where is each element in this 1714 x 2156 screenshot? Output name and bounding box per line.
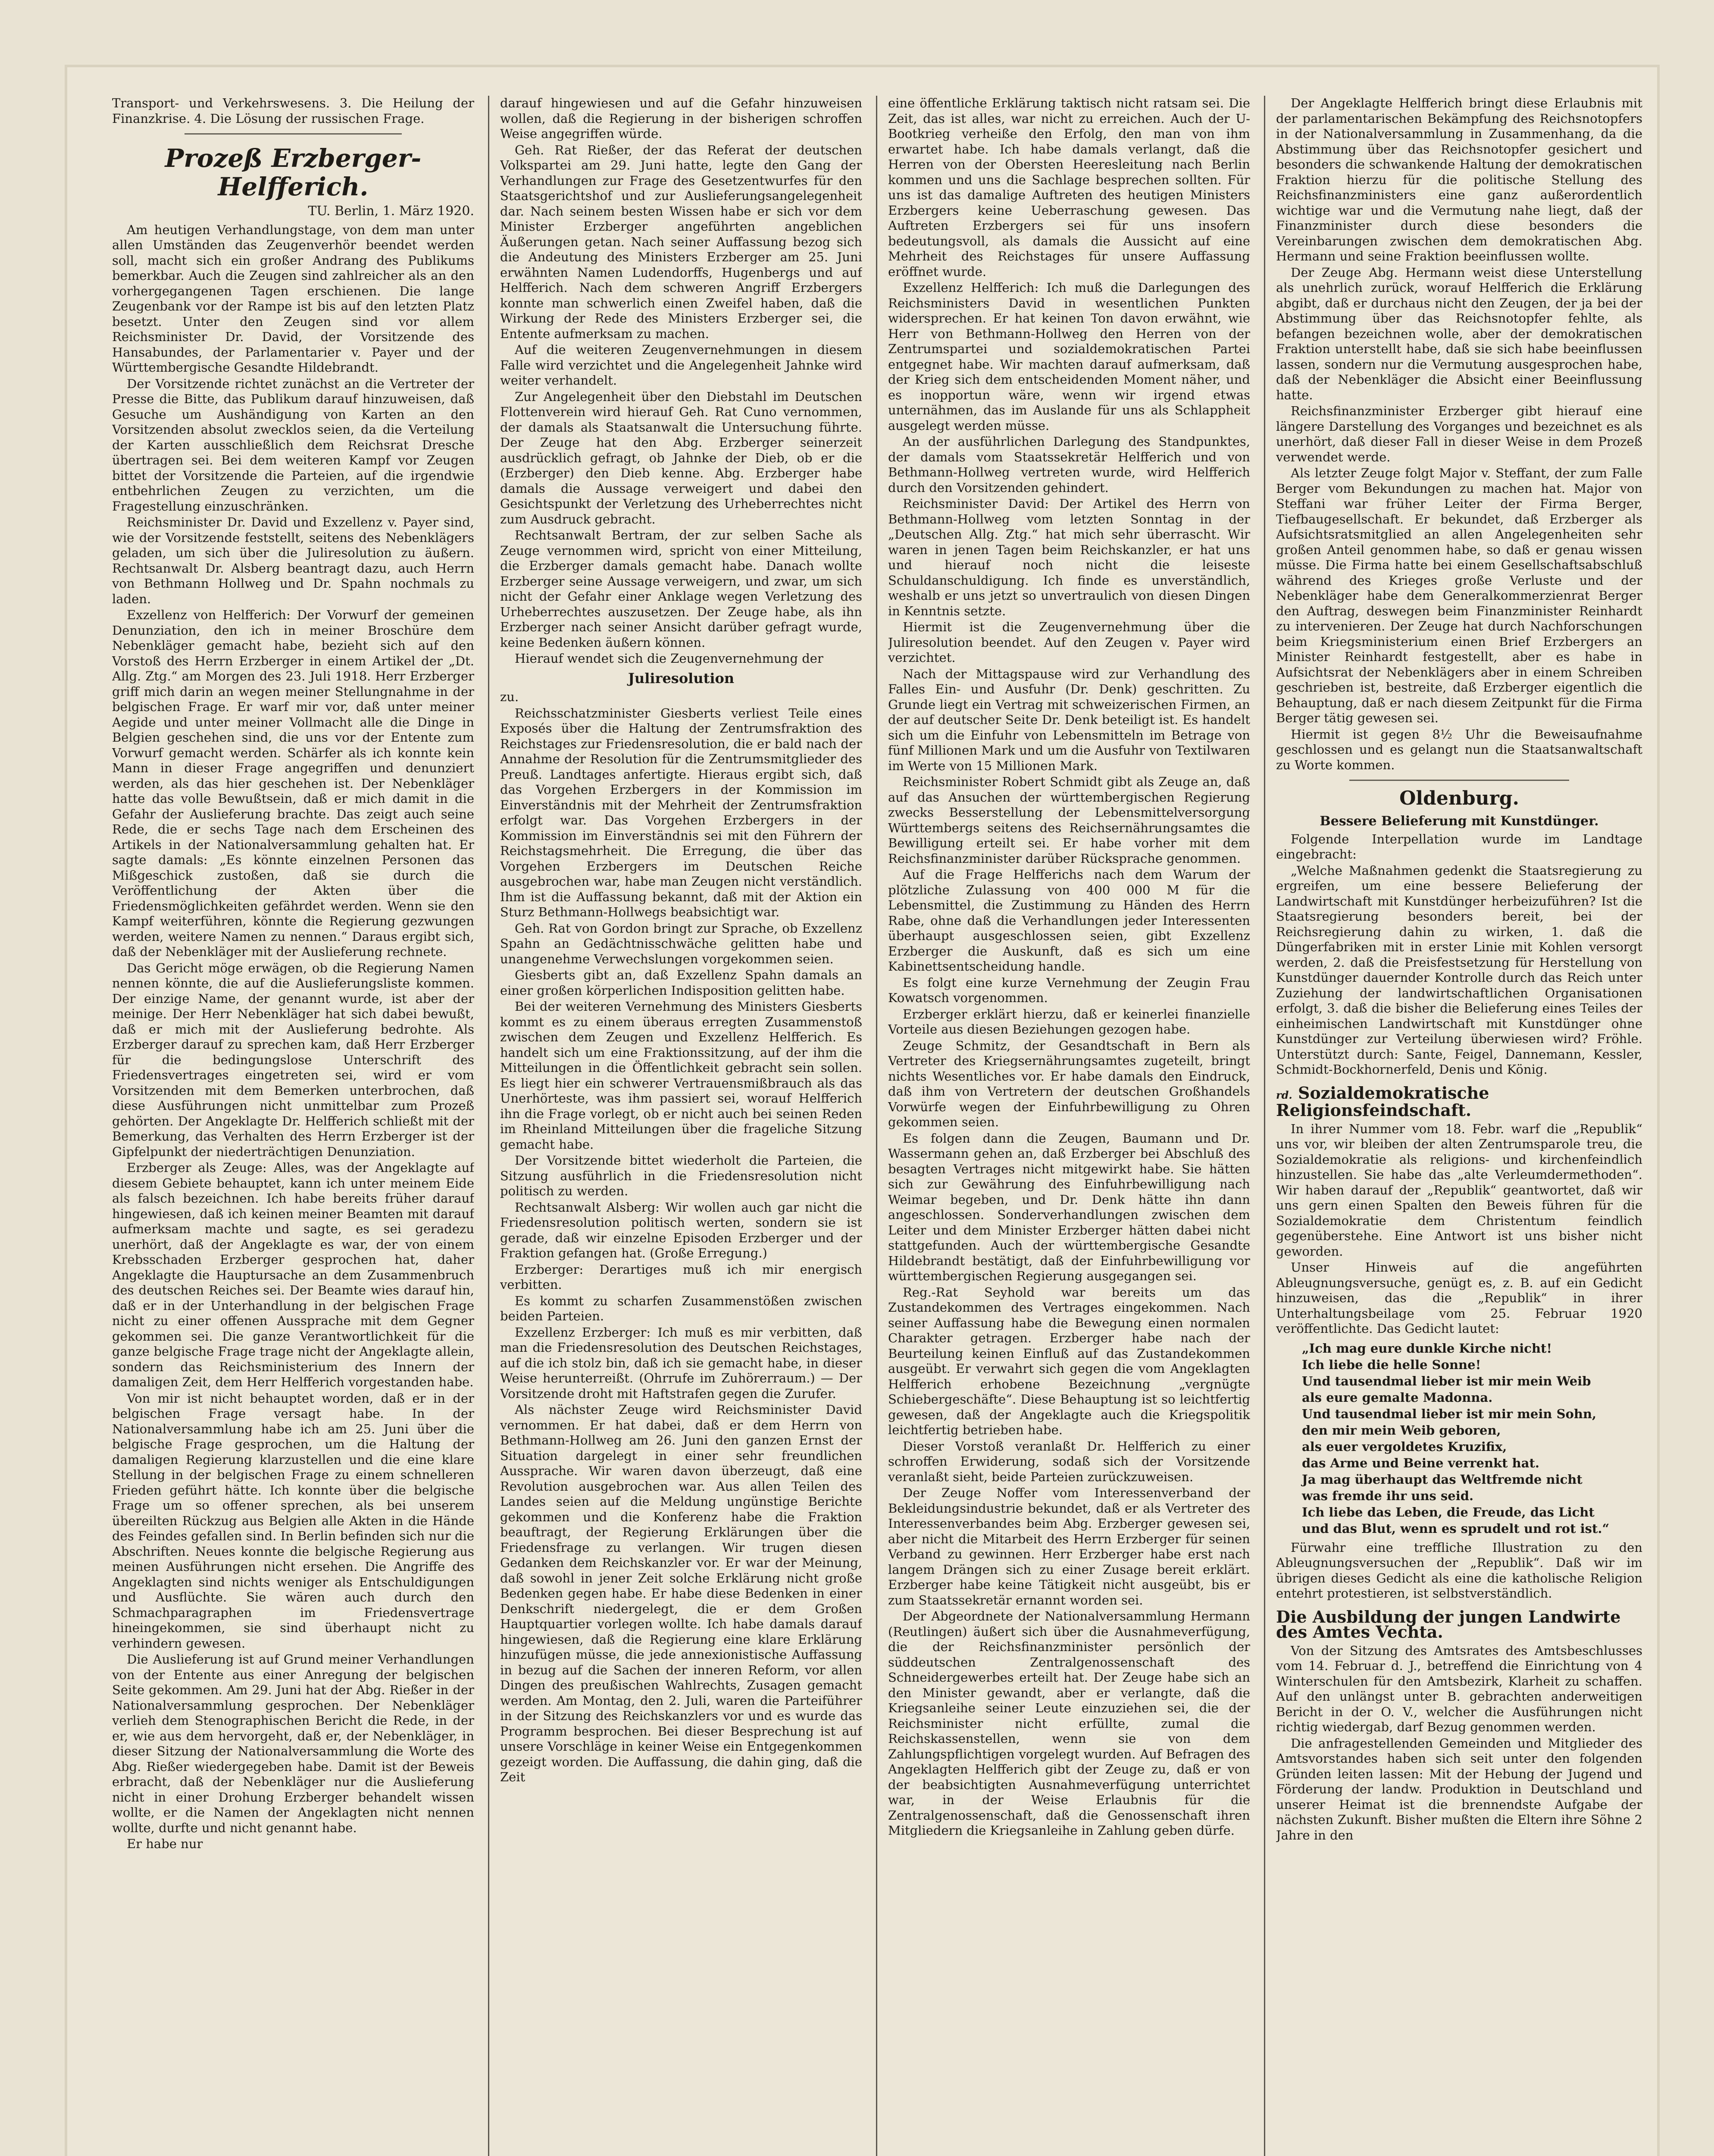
paragraph: Erzberger erklärt hierzu, daß er keinerlei finanzielle Vorteile aus diesen Beziehungen gezogen habe. [888, 1006, 1250, 1037]
column-3 [888, 96, 1250, 2156]
article-headline-text: Sozialdemokratische Religionsfeindschaft. [1276, 1083, 1489, 1120]
separator [1349, 780, 1569, 781]
article-headline [1276, 1085, 1642, 1118]
separator [185, 133, 402, 135]
paragraph: Reichsminister Robert Schmidt gibt als Zeuge an, daß auf das Ansuchen der württembergischen Regierung zwecks Besserstellung der Lebensmittelversorgung Württembergs seitens des Reichsernährungsamtes die Bewilligung erteilt sei. Er habe vorher mit dem Reichsfinanzminister darüber Rücksprache genommen. [888, 774, 1250, 866]
poem-line: „Ich mag eure dunkle Kirche nicht! [1302, 1341, 1552, 1356]
paragraph: Exzellenz Erzberger: Ich muß es mir verbitten, daß man die Friedensresolution des Deutschen Reichstages, auf die ich stolz bin, daß ich sie gemacht habe, in dieser Weise herunterreißt. (Ohrrufe im Zuhörerraum.) — Der Vorsitzende droht mit Haftstrafen gegen die Zurufer. [500, 1325, 862, 1401]
poem-line: das Arme und Beine verrenkt hat. [1302, 1455, 1539, 1470]
paragraph: Es folgen dann die Zeugen, Baumann und Dr. Wassermann gehen an, daß Erzberger bei Abschluß des besagten Vertrages nicht mitgewirkt habe. Sie hätten sich zur Gewährung des Einfuhrbewilligung nach Weimar begeben, und Dr. Denk hätte ihn dann angeschlossen. Sonderverhandlungen zwischen dem Leiter und dem Minister Erzberger hätten dabei nicht stattgefunden. Auch der württembergische Gesandte Hildebrandt bestätigt, daß der Einfuhrbewilligung vor württembergischen Regierung ausgegangen sei. [888, 1131, 1250, 1283]
paragraph: Rechtsanwalt Bertram, der zur selben Sache als Zeuge vernommen wird, spricht von einer Mitteilung, die Erzberger damals gemacht habe. Danach wollte Erzberger seine Aussage verweigern, und zwar, um sich nicht der Gefahr einer Anklage wegen Verletzung des Urheberrechtes auszusetzen. Der Zeuge habe, als ihn Erzberger nach seiner Ansicht darüber gefragt wurde, keine Bedenken äußern können. [500, 528, 862, 650]
poem-line: als euer vergoldetes Kruzifix, [1302, 1439, 1507, 1454]
section-headline-oldenburg: Oldenburg. [1399, 787, 1519, 809]
author-mark: rd. [1276, 1088, 1292, 1101]
section-subhead: Juliresolution [628, 670, 735, 686]
article-headline: Prozeß Erzberger-Helfferich. [165, 144, 422, 201]
paragraph: Als letzter Zeuge folgt Major v. Steffant, der zum Falle Berger vom Bekundungen zu machen hat. Major von Steffani war früher Leiter der Firma Berger, Tiefbaugesellschaft. Er bekundet, daß Erzberger als Aufsichtsratsmitglied an allen Angelegenheiten sehr großen Anteil genommen habe, so daß er genau wissen müsse. Die Firma hatte bei einem Gesellschaftsabschluß während des Krieges große Verluste und der Nebenkläger habe dem Generalkommerzienrat Berger den Auftrag, deswegen beim Finanzminister Reinhardt zu intervenieren. Der Zeuge hat durch Nachforschungen beim Kriegsministerium einen Brief Erzbergers an Minister Reinhardt festgestellt, aber es habe in Aufsichtsrat der Nebenklägers aber in einem Schreiben geschrieben ist, bestreite, daß Erzberger eigentlich die Behauptung, daß er nach diesem Zeitpunkt für die Firma Berger tätig gewesen sei. [1276, 466, 1642, 725]
poem-stanza [1302, 1471, 1642, 1537]
paragraph: Von mir ist nicht behauptet worden, daß er in der belgischen Frage versagt habe. In der Nationalversammlung habe ich am 25. Juni über die belgische Frage gesprochen, um die Haltung der damaligen Regierung klarzustellen und die eine klare Stellung in der belgischen Frage zu einem schnelleren Frieden geführt hätte. Ich konnte über die belgische Frage um so offener sprechen, als bei unserem übereilten Rückzug aus Belgien alle Akten in die Hände des Feindes gefallen sind. In Berlin befinden sich nur die Abschriften. Neues konnte die belgische Regierung aus meinen Ausführungen nicht ersehen. Die Angriffe des Angeklagten sind nichts weniger als Entschuldigungen und Ausflüchte. Sie wären auch durch den Schmachparagraphen im Friedensvertrage hineingekommen, sie sind überhaupt nicht zu verhindern gewesen. [112, 1391, 474, 1651]
paragraph: Bei der weiteren Vernehmung des Ministers Giesberts kommt es zu einem überaus erregten Zusammenstoß zwischen dem Zeugen und Exzellenz Helfferich. Es handelt sich um eine Fraktionssitzung, auf der ihm die Mitteilungen in die Öffentlichkeit gebracht sein sollen. Es liegt hier ein schwerer Vertrauensmißbrauch als das Unerhörteste, was ihm passiert sei, worauf Helfferich ihn die Frage vorlegt, ob er nicht auch bei seinen Reden im Rheinland Mitteilungen über die frageliche Sitzung gemacht habe. [500, 999, 862, 1152]
column-rule [1264, 96, 1265, 2156]
poem-line: als eure gemalte Madonna. [1302, 1390, 1493, 1405]
poem-line: Ich liebe das Leben, die Freude, das Licht [1302, 1504, 1595, 1520]
paragraph: Zur Angelegenheit über den Diebstahl im Deutschen Flottenverein wird hierauf Geh. Rat Cuno vernommen, der damals als Staatsanwalt die Untersuchung führte. Der Zeuge hat den Abg. Erzberger seinerzeit ausdrücklich gefragt, ob Jahnke der Dieb, ob er die (Erzberger) den Dieb kenne. Abg. Erzberger habe damals die Aussage verweigert und dabei den Gesichtspunkt der Verletzung des Urheberrechtes nicht zum Ausdruck gebracht. [500, 389, 862, 526]
paragraph: Zeuge Schmitz, der Gesandtschaft in Bern als Vertreter des Kriegsernährungsamtes zugeteilt, bringt nichts Wesentliches vor. Er habe damals den Eindruck, daß ihm von Vertretern der deutschen Großhandels Vorwürfe wegen der Einfuhrbewilligung zu Ohren gekommen seien. [888, 1038, 1250, 1129]
paragraph: Geh. Rat Rießer, der das Referat der deutschen Volkspartei am 29. Juni hatte, legte den Gang der Verhandlungen zur Frage des Gesetzentwurfes für den Staatsgerichtshof und zur Auslieferungsangelegenheit dar. Nach seinem besten Wissen habe er sich vor dem Minister Erzberger angeführten angeblichen Äußerungen getan. Nach seiner Auffassung bezog sich die Andeutung des Ministers Erzberger am 25. Juni erwähnten Namen Ludendorffs, Hugenbergs und auf Helfferich. Nach dem schweren Angriff Erzbergers konnte man schwerlich einen Zweifel haben, daß die Wirkung der Rede des Ministers Erzberger sei, die Entente aufmerksam zu machen. [500, 142, 862, 341]
poem-stanza [1302, 1406, 1642, 1471]
paragraph: Es kommt zu scharfen Zusammenstößen zwischen beiden Parteien. [500, 1293, 862, 1323]
paragraph: Folgende Interpellation wurde im Landtage eingebracht: [1276, 831, 1642, 862]
poem-line: Ja mag überhaupt das Weltfremde nicht [1302, 1472, 1583, 1487]
paragraph: An der ausführlichen Darlegung des Standpunktes, der damals vom Staatssekretär Helfferich und von Bethmann-Hollweg vertreten wurde, wird Helfferich durch den Vorsitzenden gehindert. [888, 434, 1250, 495]
paragraph: Exzellenz Helfferich: Ich muß die Darlegungen des Reichsministers David in wesentlichen Punkten widersprechen. Er hat keinen Ton davon erwähnt, wie Herr von Bethmann-Hollweg den Herren von der Zentrumspartei und sozialdemokratischen Partei entgegnet habe. Wir machten darauf aufmerksam, daß der Krieg sich dem entscheidenden Moment näher, und es inopportun wäre, wenn wir irgend etwas unternähmen, das im Auslande für uns als Schlappheit ausgelegt werden müsse. [888, 280, 1250, 433]
poem-line: Und tausendmal lieber ist mir mein Sohn, [1302, 1406, 1597, 1421]
paragraph: Der Angeklagte Helfferich bringt diese Erlaubnis mit der parlamentarischen Bekämpfung des Reichsnotopfers in der Nationalversammlung in Zusammenhang, da die Abstimmung über das Reichsnotopfer gesichert und besonders die schwankende Haltung der demokratischen Fraktion hierzu für die politische Stellung des Reichsfinanzministers eine ganz außerordentlich wichtige war und die Vermutung nahe liegt, daß der Finanzminister durch diese besonders die Vereinbarungen zwischen dem demokratischen Abg. Hermann und seine Fraktion beeinflussen wollte. [1276, 96, 1642, 263]
column-rule [488, 96, 489, 2156]
paragraph: Er habe nur [127, 1836, 203, 1851]
paragraph: Hierauf wendet sich die Zeugenvernehmung der [515, 651, 823, 666]
paragraph: Fürwahr eine treffliche Illustration zu den Ableugnungsversuchen der „Republik“. Daß wir im übrigen dieses Gedicht als eine die katholische Religion entehrt protestieren, ist selbstverständlich. [1276, 1540, 1642, 1601]
paragraph: Geh. Rat von Gordon bringt zur Sprache, ob Exzellenz Spahn an Gedächtnisschwäche gelitten habe und unangenehme Verwechslungen vorgekommen seien. [500, 921, 862, 966]
column-2 [500, 96, 862, 2156]
paragraph: zu. [500, 689, 519, 704]
continuation-text: Transport- und Verkehrswesens. 3. Die Heilung der Finanzkrise. 4. Die Lösung der russischen Frage. [112, 96, 474, 126]
article-subhead: Bessere Belieferung mit Kunstdünger. [1320, 814, 1599, 829]
paragraph: In ihrer Nummer vom 18. Febr. warf die „Republik“ uns vor, wir bleiben der alten Zentrumsparole treu, die Sozialdemokratie als religions- und kirchenfeindlich hinzustellen. Sie habe das „alte Verleumdermethoden“. Wir haben darauf der „Republik“ geantwortet, daß wir uns gern einen Spalten den Beweis führen für die Sozialdemokratie dem Christentum feindlich gegenüberstehe. Eine Antwort ist uns bisher nicht geworden. [1276, 1121, 1642, 1259]
paragraph: Nach der Mittagspause wird zur Verhandlung des Falles Ein- und Ausfuhr (Dr. Denk) geschritten. Zu Grunde liegt ein Vertrag mit schweizerischen Firmen, an der auf deutscher Seite Dr. Denk beteiligt ist. Es handelt sich um die Einfuhr von Lebensmitteln im Betrage von fünf Millionen Mark und um die Ausfuhr von Textilwaren im Werte von 15 Millionen Mark. [888, 666, 1250, 773]
column-1 [112, 96, 474, 2156]
paragraph: Reichsfinanzminister Erzberger gibt hierauf eine längere Darstellung des Vorganges und bezeichnet es als unerhört, daß dieser Fall in dieser Weise in dem Prozeß verwendet werde. [1276, 404, 1642, 464]
article-headline: Die Ausbildung der jungen Landwirte des Amtes Vechta. [1276, 1607, 1621, 1642]
paragraph: Reichsminister Dr. David und Exzellenz v. Payer sind, wie der Vorsitzende feststellt, seitens des Nebenklägers geladen, um sich über die Juliresolution zu äußern. Rechtsanwalt Dr. Alsberg beantragt dazu, auch Herrn von Bethmann Hollweg und Dr. Spahn nochmals zu laden. [112, 515, 474, 606]
paragraph: Dieser Vorstoß veranlaßt Dr. Helfferich zu einer schroffen Erwiderung, sodaß sich der Vorsitzende veranlaßt sieht, beide Parteien zurückzuweisen. [888, 1438, 1250, 1484]
paragraph: Hiermit ist gegen 8½ Uhr die Beweisaufnahme geschlossen und es gelangt nun die Staatsanwaltschaft zu Worte kommen. [1276, 727, 1642, 772]
newspaper-page [65, 65, 1660, 2156]
paragraph: Reichsminister David: Der Artikel des Herrn von Bethmann-Hollweg vom letzten Sonntag in der „Deutschen Allg. Ztg.“ hat mich sehr überrascht. Wir waren in jenen Tagen beim Reichskanzler, er hat uns und hierauf noch nicht die leiseste Schuldanschuldigung. Ich finde es unverständlich, weshalb er uns jetzt so unvertraulich von diesen Dingen in Kenntnis setzte. [888, 496, 1250, 618]
paragraph: „Welche Maßnahmen gedenkt die Staatsregierung zu ergreifen, um eine bessere Belieferung der Landwirtschaft mit Kunstdünger herbeizuführen? Ist die Staatsregierung besonders bereit, bei der Reichsregierung dahin zu wirken, 1. daß die Düngerfabriken mit in erster Linie mit Kohlen versorgt werden, 2. daß die Preisfestsetzung für Herstellung von Kunstdünger dauernder Kontrolle durch das Reich unter Zuziehung der landwirtschaftlichen Organisationen erfolgt, 3. daß die bisher die Belieferung eines Teiles der einheimischen Landwirtschaft mit Kunstdünger ohne Kunstdünger zur Verteilung überwiesen wird? Fröhle. Unterstützt durch: Sante, Feigel, Dannemann, Kessler, Schmidt-Bockhornerfeld, Denis und König. [1276, 863, 1642, 1077]
paragraph: Unser Hinweis auf die angeführten Ableugnungsversuche, genügt es, z. B. auf ein Gedicht hinzuweisen, das die „Republik“ in ihrer Unterhaltungsbeilage vom 25. Februar 1920 veröffentlichte. Das Gedicht lautet: [1276, 1260, 1642, 1336]
paragraph: Das Gericht möge erwägen, ob die Regierung Namen nennen könnte, die auf die Auslieferungsliste kommen. Der einzige Name, der genannt wurde, ist aber der meinige. Der Herr Nebenkläger hat sich dabei bewußt, daß er mich mit der Auslieferung bedrohte. Als Erzberger darauf zu sprechen kam, daß Herr Erzberger für die bedingungslose Unterschrift des Friedensvertrages eingetreten sei, wird er vom Vorsitzenden mit dem Bemerken unterbrochen, daß diese Ausführungen nicht unmittelbar zum Prozeß gehörten. Der Angeklagte Dr. Helfferich schließt mit der Bemerkung, das Verhalten des Herrn Erzberger ist der Gipfelpunkt der niederträchtigen Denunziation. [112, 960, 474, 1159]
paragraph: Exzellenz von Helfferich: Der Vorwurf der gemeinen Denunziation, den ich in meiner Broschüre dem Nebenkläger gemacht habe, bezieht sich auf den Vorstoß des Herrn Erzberger in einem Artikel der „Dt. Allg. Ztg.“ am Morgen des 23. Juli 1918. Herr Erzberger griff mich darin an wegen meiner Stellungnahme in der belgischen Frage. Er warf mir vor, daß unter meiner Aegide und unter meiner Vollmacht alle die Dinge in Belgien geschehen sind, die uns vor der Entente zum Vorwurf gemacht werden. Schärfer als ich konnte kein Mann in dieser Frage angegriffen und denunziert werden, als das hier geschehen ist. Der Nebenkläger hatte das volle Bewußtsein, daß er mich damit in die Gefahr der Auslieferung brachte. Das zeigt auch seine Rede, die er sechs Tage nach dem Erscheinen des Artikels in der Nationalversammlung gehalten hat. Er sagte damals: „Es könnte einzelnen Personen das Mißgeschick zustoßen, daß sie durch die Veröffentlichung der Akten über die Friedensmöglichkeiten gefährdet werden. Wenn sie den Kampf weiterführen, könnte die Regierung gezwungen werden, weitere Namen zu nennen.“ Daraus ergibt sich, daß der Nebenkläger mit der Auslieferung rechnete. [112, 608, 474, 959]
paragraph: Auf die Frage Helfferichs nach dem Warum der plötzliche Zulassung von 400 000 M für die Lebensmittel, die Zustimmung zu Händen des Herrn Rabe, ohne daß die Verhandlungen jeder Interessenten überhaupt ausgeschlossen seien, gibt Exzellenz Erzberger die Auskunft, daß es sich um eine Kabinettsentscheidung handle. [888, 867, 1250, 974]
paragraph: eine öffentliche Erklärung taktisch nicht ratsam sei. Die Zeit, das ist alles, war nicht zu erreichen. Auch der U-Bootkrieg verheiße den Erfolg, den man von ihm erwartet habe. Ich habe damals verlangt, daß die Herren von der Obersten Heeresleitung nach Berlin kommen und uns die Sachlage besprechen sollten. Für uns ist das damalige Auftreten des heutigen Ministers Erzbergers keine Ueberraschung gewesen. Das Auftreten Erzbergers sei für uns insofern bedeutungsvoll, als damals die Aussicht auf eine Mehrheit des Reichstages für unsere Auffassung eröffnet wurde. [888, 96, 1250, 279]
paragraph: Hiermit ist die Zeugenvernehmung über die Juliresolution beendet. Auf den Zeugen v. Payer wird verzichtet. [888, 620, 1250, 665]
column-4 [1276, 96, 1642, 2156]
paragraph: Von der Sitzung des Amtsrates des Amtsbeschlusses vom 14. Februar d. J., betreffend die Einrichtung von 4 Winterschulen für den Amtsbezirk, Klarheit zu schaffen. Auf den unlängst unter B. gebrachten anderweitigen Bericht in der O. V., welcher die Ausführungen nicht richtig wiedergab, darf Bezug genommen werden. [1276, 1643, 1642, 1734]
poem-line: Und tausendmal lieber ist mir mein Weib [1302, 1373, 1591, 1388]
paragraph: Erzberger: Derartiges muß ich mir energisch verbitten. [500, 1262, 862, 1292]
paragraph: Giesberts gibt an, daß Exzellenz Spahn damals an einer großen körperlichen Indisposition gelitten habe. [500, 968, 862, 998]
poem-line: was fremde ihr uns seid. [1302, 1488, 1474, 1503]
poem-line: Ich liebe die helle Sonne! [1302, 1357, 1481, 1372]
paragraph: Rechtsanwalt Alsberg: Wir wollen auch gar nicht die Friedensresolution politisch werten, sondern sie ist gerade, daß wir einzelne Episoden Erzberger und der Fraktion gefangen hat. (Große Erregung.) [500, 1200, 862, 1260]
paragraph: Als nächster Zeuge wird Reichsminister David vernommen. Er hat dabei, daß er dem Herrn von Bethmann-Hollweg am 26. Juni den ganzen Ernst der Situation dargelegt in einer sehr freundlichen Aussprache. Wir waren davon überzeugt, daß eine Revolution ausgebrochen war. Aus allen Teilen des Landes seien auf die Meldung ungünstige Berichte gekommen und die Konferenz habe die Fraktion beauftragt, der Regierung Erklärungen über die Friedensfrage zu verlangen. Wir trugen diesen Gedanken dem Reichskanzler vor. Er war der Meinung, daß sowohl in jener Zeit solche Erklärung nicht große Bedenken gegen habe. Er habe diese Bedenken in einer Denkschrift niedergelegt, die er dem Großen Hauptquartier vorlegen wollte. Ich habe damals darauf hingewiesen, daß die Regierung eine klare Erklärung hinzufügen müsse, die jede annexionistische Auffassung in bezug auf die Sachen der inneren Reform, vor allen Dingen des preußischen Wahlrechts, Zusagen gemacht werden. Am Montag, den 2. Juli, waren die Parteiführer in der Sitzung des Reichskanzlers vor und es wurde das Programm besprochen. Bei dieser Besprechung ist auf unsere Vorschläge in keiner Weise ein Entgegenkommen gezeigt worden. Die Auffassung, die dahin ging, daß die Zeit [500, 1402, 862, 1784]
poem-stanza [1302, 1340, 1642, 1406]
poem [1302, 1340, 1642, 1537]
poem-line: und das Blut, wenn es sprudelt und rot ist.“ [1302, 1521, 1610, 1536]
paragraph: Reg.-Rat Seyhold war bereits um das Zustandekommen des Vertrages eingekommen. Nach seiner Auffassung habe die Bewegung einen normalen Charakter getragen. Erzberger habe nach der Beurteilung keinen Einfluß auf das Zustandekommen ausgeübt. Er verwahrt sich gegen die vom Angeklagten Helfferich erhobene Bezeichnung „vergnügte Schiebergeschäfte“. Diese Behauptung ist so leichtfertig gewesen, daß der Angeklagte auch die Kriegspolitik leichtfertig betrieben habe. [888, 1285, 1250, 1437]
paragraph: Der Vorsitzende bittet wiederholt die Parteien, die Sitzung ausführlich in die Friedensresolution nicht politisch zu werden. [500, 1153, 862, 1198]
paragraph: Erzberger als Zeuge: Alles, was der Angeklagte auf diesem Gebiete behauptet, kann ich unter meinem Eide als falsch bezeichnen. Ich habe bereits früher darauf hingewiesen, daß ich keinen meiner Beamten mit darauf aufmerksam machte und sagte, es sei geradezu unerhört, daß der Angeklagte es war, der von einem Krebsschaden Erzberger gesprochen hat, daher Angeklagte die Hauptursache an dem Zusammenbruch des deutschen Reiches sei. Der Beamte wies darauf hin, daß er in der Unterhandlung in der belgischen Frage nicht zu einer offenen Aussprache mit dem Gegner gekommen sei. Die ganze Verantwortlichkeit für die ganze belgische Frage trage nicht der Angeklagte allein, sondern das Reichsministerium des Innern der damaligen Zeit, dem Herr Helfferich vorgestanden habe. [112, 1160, 474, 1389]
paragraph: Auf die weiteren Zeugenvernehmungen in diesem Falle wird verzichtet und die Angelegenheit Jahnke wird weiter verhandelt. [500, 342, 862, 388]
paragraph: Es folgt eine kurze Vernehmung der Zeugin Frau Kowatsch vorgenommen. [888, 975, 1250, 1005]
dateline: TU. Berlin, 1. März 1920. [308, 204, 474, 219]
paragraph: Der Zeuge Noffer vom Interessenverband der Bekleidungsindustrie bekundet, daß er als Vertreter des Interessenverbandes beim Abg. Erzberger gewesen sei, aber nicht die Mitarbeit des Herrn Erzberger für seinen Verband zu gewinnen. Herr Erzberger habe erst nach langem Drängen sich zu einer Zusage bereit erklärt. Erzberger habe keine Tätigkeit nicht ausgeübt, bis er zum Staatssekretär ernannt worden sei. [888, 1485, 1250, 1608]
column-rule [876, 96, 877, 2156]
paragraph: Der Abgeordnete der Nationalversammlung Hermann (Reutlingen) äußert sich über die Ausnahmeverfügung, die der Reichsfinanzminister persönlich der süddeutschen Zentralgenossenschaft des Schneidergewerbes erteilt hat. Der Zeuge habe sich an den Minister gewandt, aber er verlangte, daß die Kriegsanleihe seiner Leute einzuziehen sei, die der Reichsminister nicht erfüllte, zumal die Reichskassenstellen, wenn sie von dem Zahlungspflichtigen vorgelegt wurden. Auf Befragen des Angeklagten Helfferich gibt der Zeuge zu, daß er von der beabsichtigten Ausnahmeverfügung unterrichtet war, in der Weise Erlaubnis für die Zentralgenossenschaft, daß die Genossenschaft ihren Mitgliedern die Kriegsanleihe in Zahlung geben dürfe. [888, 1609, 1250, 1838]
paragraph: Der Zeuge Abg. Hermann weist diese Unterstellung als unehrlich zurück, worauf Helfferich die Erklärung abgibt, daß er durchaus nicht den Zeugen, der ja bei der Abstimmung über das Reichsnotopfer fehlte, als befangen bezeichnen wolle, aber der demokratischen Fraktion unterstellt habe, daß sie sich habe beeinflussen lassen, sondern nur die Vermutung ausgesprochen habe, daß der Nebenkläger die Absicht einer Beeinflussung hatte. [1276, 265, 1642, 402]
paragraph: Der Vorsitzende richtet zunächst an die Vertreter der Presse die Bitte, das Publikum darauf hinzuweisen, daß Gesuche um Aushändigung von Karten an den Vorsitzenden absolut zwecklos seien, da die Verteilung der Karten ausschließlich dem Reichsrat Dresche übertragen sei. Bei dem weiteren Kampf vor Zeugen bittet der Vorsitzende die Parteien, auf die irgendwie entbehrlichen Zeugen zu verzichten, um die Fragestellung einzuschränken. [112, 376, 474, 514]
paragraph: darauf hingewiesen und auf die Gefahr hinzuweisen wollen, daß die Regierung in der bisherigen schroffen Weise angegriffen würde. [500, 96, 862, 141]
paragraph: Am heutigen Verhandlungstage, von dem man unter allen Umständen das Zeugenverhör beendet werden soll, macht sich ein großer Andrang des Publikums bemerkbar. Auch die Zeugen sind zahlreicher als an den vorhergegangenen Tagen erschienen. Die lange Zeugenbank vor der Rampe ist bis auf den letzten Platz besetzt. Unter den Zeugen sind vor allem Reichsminister Dr. David, der Vorsitzende des Hansabundes, der Parlamentarier v. Payer und der Württembergische Gesandte Hildebrandt. [112, 222, 474, 375]
poem-line: den mir mein Weib geboren, [1302, 1423, 1501, 1438]
paragraph: Die anfragestellenden Gemeinden und Mitglieder des Amtsvorstandes haben sich seit unter den folgenden Gründen leiten lassen: Mit der Hebung der Jugend und Förderung der landw. Produktion in Deutschland und unserer Heimat ist die brennendste Aufgabe der nächsten Zukunft. Bisher mußten die Eltern ihre Söhne 2 Jahre in den [1276, 1736, 1642, 1843]
paragraph: Die Auslieferung ist auf Grund meiner Verhandlungen von der Entente aus einer Anregung der belgischen Seite gekommen. Am 29. Juni hat der Abg. Rießer in der Nationalversammlung gesprochen. Der Nebenkläger verlieh dem Stenographischen Bericht die Rede, in der er, wie aus dem hervorgeht, daß er, der Nebenkläger, in dieser Sitzung der Nationalversammlung die Worte des Abg. Rießer wiedergegeben habe. Damit ist der Beweis erbracht, daß der Nebenkläger nur die Auslieferung nicht in einer Drohung Erzberger behandelt wissen wollte, er die Namen der Angeklagten nicht nennen wollte, durfte und nicht genannt habe. [112, 1652, 474, 1835]
paragraph: Reichsschatzminister Giesberts verliest Teile eines Exposés über die Haltung der Zentrumsfraktion des Reichstages zur Friedensresolution, die er bald nach der Annahme der Resolution für die Zentrumsmitglieder des Preuß. Landtages anfertigte. Hieraus ergibt sich, daß das Vorgehen Erzbergers in der Kommission im Einverständnis mit der Mehrheit der Zentrumsfraktion erfolgt war. Das Vorgehen Erzbergers in der Kommission im Einverständnis sei mit den Führern der Reichstagsmehrheit. Die Erregung, die über das Vorgehen Erzbergers im Deutschen Reiche ausgebrochen war, habe man Zeugen nicht verständlich. Ihm ist die Auffassung bekannt, daß mit der Aktion ein Sturz Bethmann-Hollwegs beabsichtigt war. [500, 705, 862, 919]
